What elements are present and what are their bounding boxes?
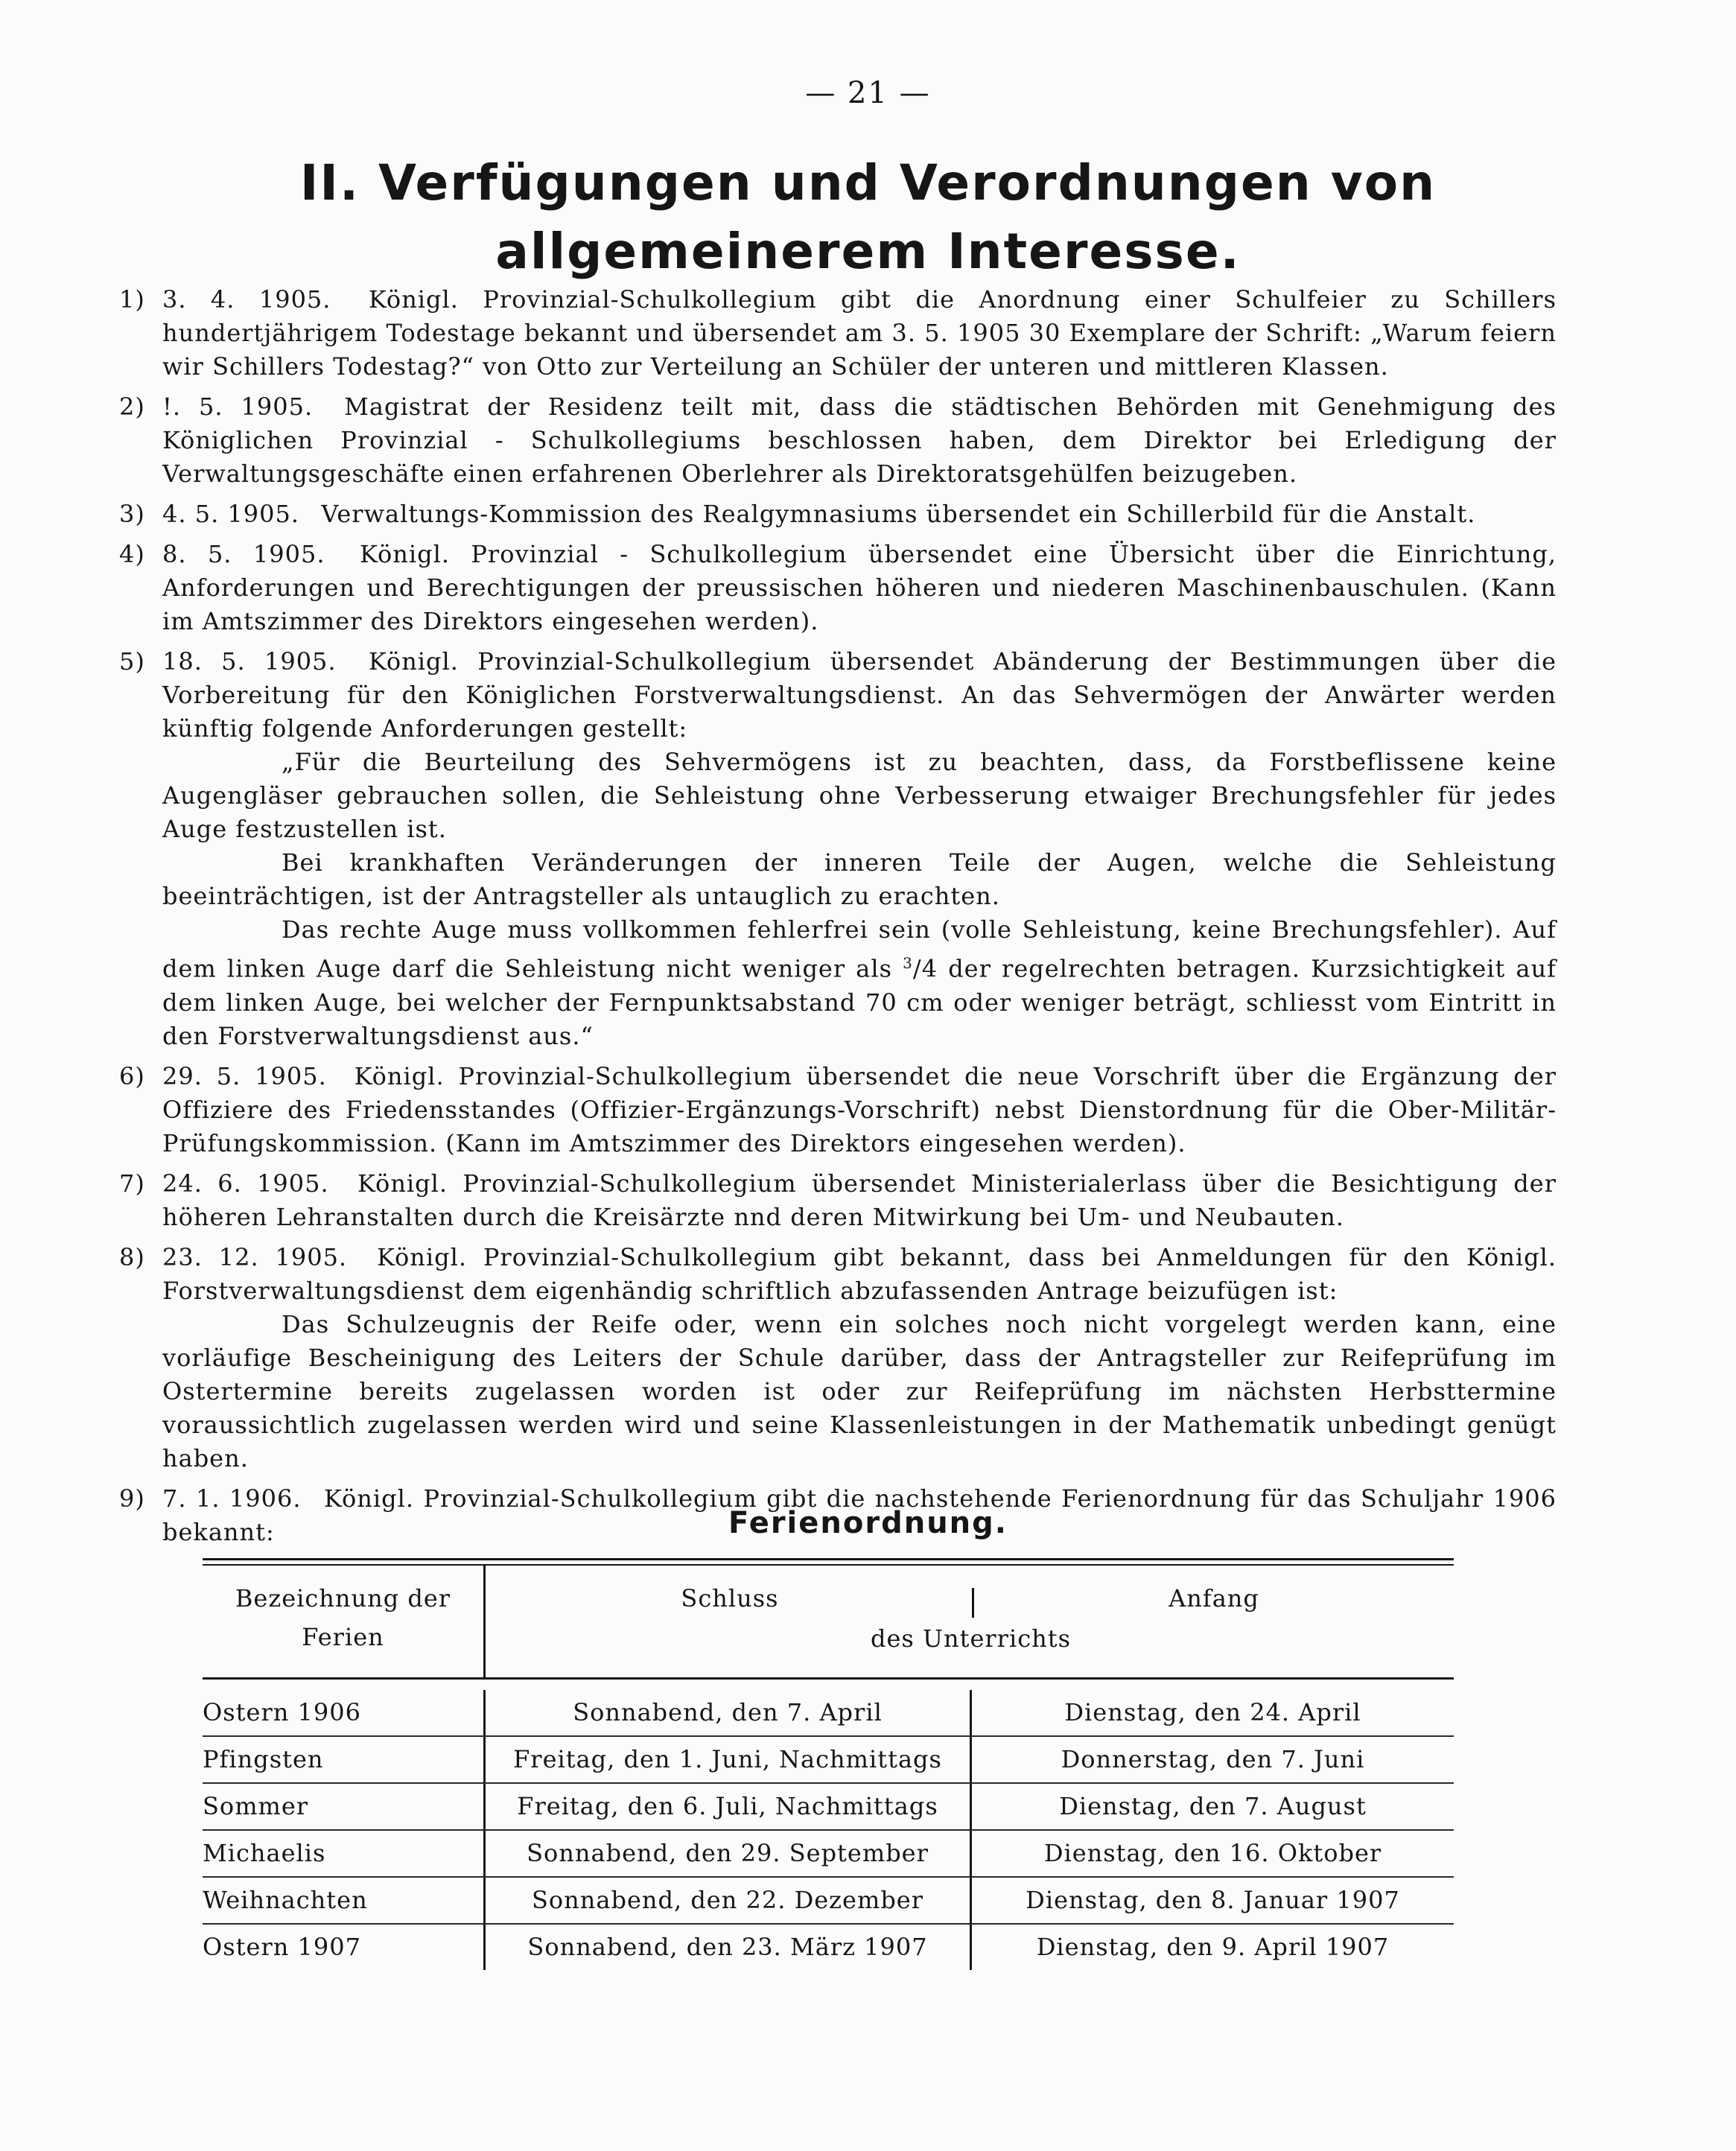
table-row <box>203 1925 1454 1970</box>
holiday-table <box>203 1558 1454 1970</box>
entry-number: 4) <box>119 540 145 568</box>
entry-text: Königl. Provinzial-Schulkollegium übersendet die neue Vorschrift über die Ergänzung der Offiziere des Friedensstandes (Offizier-Ergänzungs-Vorschrift) nebst Dienstordnung für die Ober-Militär-Prüfungskommission. (Kann im Amtszimmer des Direktors eingesehen werden). <box>162 1061 1557 1157</box>
quote-paragraph <box>162 913 1557 1053</box>
quote-text: der regelrechten betragen. Kurzsichtigkeit auf dem linken Auge, bei welcher der Fernpunktsabstand 70 cm oder weniger beträgt, schliesst vom Eintritt in den Forstverwaltungsdienst aus.“ <box>162 954 1557 1050</box>
header-text: Ferien <box>302 1623 384 1651</box>
entry-number: 1) <box>119 285 145 314</box>
entry-text: Königl. Provinzial - Schulkollegium übersendet eine Übersicht über die Einrichtung, Anforderungen und Berechtigungen der preussischen höheren und niederen Maschinenbauschulen. (Kann im Amtszimmer des Direktors eingesehen werden). <box>162 540 1557 635</box>
entry-5-quote <box>162 746 1557 1053</box>
entries-list <box>119 283 1557 1556</box>
cell-ferien: Pfingsten <box>203 1737 486 1782</box>
entry-number: 8) <box>119 1242 145 1271</box>
table-row <box>203 1878 1454 1925</box>
fraction-denominator: /4 <box>912 954 938 983</box>
cell-anfang: Dienstag, den 8. Januar 1907 <box>1026 1886 1400 1914</box>
table-row <box>203 1784 1454 1831</box>
entry-date: 3. 4. 1905. <box>162 285 331 314</box>
entry-text: Königl. Provinzial-Schulkollegium übersendet Abänderung der Bestimmungen über die Vorbereitung für den Königlichen Forstverwaltungsdienst. An das Sehvermögen der Anwärter werden künftig folgende Anforderungen gestellt: <box>162 647 1557 743</box>
entry-1 <box>119 283 1557 384</box>
cell-ferien: Weihnachten <box>203 1878 486 1923</box>
cell-anfang: Dienstag, den 16. Oktober <box>1043 1839 1382 1867</box>
entry-4 <box>119 538 1557 638</box>
entry-date: 23. 12. 1905. <box>162 1242 348 1271</box>
header-text: Bezeichnung der <box>235 1584 451 1613</box>
cell-schluss: Sonnabend, den 23. März 1907 <box>486 1925 972 1970</box>
section-title-line1: II. Verfügungen und Verordnungen von <box>299 154 1437 212</box>
entry-8-quote <box>162 1308 1557 1475</box>
cell-schluss: Freitag, den 6. Juli, Nachmittags <box>486 1784 972 1829</box>
cell-ferien: Ostern 1906 <box>203 1690 486 1735</box>
entry-3 <box>119 498 1557 531</box>
cell-schluss: Freitag, den 1. Juni, Nachmittags <box>486 1737 972 1782</box>
entry-2 <box>119 390 1557 491</box>
header-col-schluss: Schluss <box>681 1584 779 1613</box>
entry-number: 5) <box>119 647 145 676</box>
table-top-rule <box>203 1558 1454 1566</box>
entry-date: 29. 5. 1905. <box>162 1061 327 1090</box>
quote-paragraph: Das Schulzeugnis der Reife oder, wenn ein solches noch nicht vorgelegt werden kann, eine vorläufige Bescheinigung des Leiters der Schule darüber, dass der Antragsteller zur Reifeprüfung im Ostertermine bereits zugelassen worden ist oder zur Reifeprüfung im nächsten Herbsttermine voraussichtlich zugelassen werden wird und seine Klassenleistungen in der Mathematik unbedingt genügt haben. <box>162 1309 1557 1472</box>
entry-text: Königl. Provinzial-Schulkollegium übersendet Ministerialerlass über die Besichtigung der höheren Lehranstalten durch die Kreisärzte nnd deren Mitwirkung bei Um- und Neubauten. <box>162 1169 1557 1231</box>
section-title <box>0 149 1736 286</box>
entry-8 <box>119 1241 1557 1475</box>
cell-anfang: Dienstag, den 9. April 1907 <box>1036 1933 1390 1961</box>
header-span-unterrichts: des Unterrichts <box>870 1624 1072 1653</box>
entry-number: 6) <box>119 1061 145 1090</box>
entry-number: 2) <box>119 393 145 421</box>
cell-ferien: Ostern 1907 <box>203 1925 486 1970</box>
entry-number: 7) <box>119 1169 145 1198</box>
quote-text: Das rechte Auge muss vollkommen fehlerfrei sein (volle Sehleistung, keine Brechungsfehler). Auf dem linken Auge darf die Sehleistung nicht weniger als <box>162 915 1557 983</box>
cell-schluss: Sonnabend, den 22. Dezember <box>486 1878 972 1923</box>
cell-anfang: Donnerstag, den 7. Juni <box>1061 1745 1365 1773</box>
table-title: Ferienordnung. <box>728 1506 1008 1540</box>
header-col-ferien <box>203 1566 486 1677</box>
entry-5 <box>119 645 1557 1053</box>
table-row <box>203 1737 1454 1784</box>
entry-date: 8. 5. 1905. <box>162 540 325 568</box>
entry-date: 7. 1. 1906. <box>162 1484 302 1513</box>
quote-paragraph: „Für die Beurteilung des Sehvermögens ist zu beachten, dass, da Forstbeflissene keine Augengläser gebrauchen sollen, die Sehleistung ohne Verbesserung etwaiger Brechungsfehler für jedes Auge festzustellen ist. <box>162 748 1557 843</box>
page-number: — 21 — <box>805 76 931 110</box>
entry-text: Königl. Provinzial-Schulkollegium gibt die Anordnung einer Schulfeier zu Schillers hundertjährigem Todestage bekannt und übersendet am 3. 5. 1905 30 Exemplare der Schrift: „Warum feiern wir Schillers Todestag?“ von Otto zur Verteilung an Schüler der unteren und mittleren Klassen. <box>162 285 1557 381</box>
entry-date: 24. 6. 1905. <box>162 1169 329 1198</box>
entry-7 <box>119 1167 1557 1234</box>
table-body <box>203 1690 1454 1970</box>
table-header <box>203 1566 1454 1680</box>
entry-number: 9) <box>119 1484 145 1513</box>
cell-schluss: Sonnabend, den 29. September <box>486 1831 972 1876</box>
quote-paragraph: Bei krankhaften Veränderungen der inneren Teile der Augen, welche die Sehleistung beeinträchtigen, ist der Antragsteller als untauglich zu erachten. <box>162 848 1557 910</box>
entry-date: 4. 5. 1905. <box>162 500 300 528</box>
cell-ferien: Sommer <box>203 1784 486 1829</box>
cell-anfang: Dienstag, den 7. August <box>1059 1792 1367 1820</box>
cell-schluss: Sonnabend, den 7. April <box>486 1690 972 1735</box>
entry-date: !. 5. 1905. <box>162 393 314 421</box>
section-title-line2: allgemeinerem Interesse. <box>495 223 1241 280</box>
entry-date: 18. 5. 1905. <box>162 647 337 676</box>
cell-anfang: Dienstag, den 24. April <box>1064 1698 1361 1726</box>
entry-number: 3) <box>119 500 145 528</box>
entry-text: Königl. Provinzial-Schulkollegium gibt die nachstehende Ferienordnung für das Schuljahr 1906 bekannt: <box>162 1484 1557 1546</box>
entry-text: Königl. Provinzial-Schulkollegium gibt bekannt, dass bei Anmeldungen für den Königl. Forstverwaltungsdienst dem eigenhändig schriftlich abzufassenden Antrage beizufügen ist: <box>162 1242 1557 1305</box>
entry-6 <box>119 1060 1557 1160</box>
header-col-anfang: Anfang <box>1169 1584 1259 1613</box>
table-row <box>203 1831 1454 1878</box>
entry-text: Verwaltungs-Kommission des Realgymnasiums übersendet ein Schillerbild für die Anstalt. <box>321 500 1476 528</box>
entry-text: Magistrat der Residenz teilt mit, dass die städtischen Behörden mit Genehmigung des Königlichen Provinzial - Schulkollegiums beschlossen haben, dem Direktor bei Erledigung der Verwaltungsgeschäfte einen erfahrenen Oberlehrer als Direktoratsgehülfen beizugeben. <box>162 393 1557 488</box>
cell-ferien: Michaelis <box>203 1831 486 1876</box>
table-row <box>203 1690 1454 1737</box>
fraction-numerator: 3 <box>903 954 913 972</box>
